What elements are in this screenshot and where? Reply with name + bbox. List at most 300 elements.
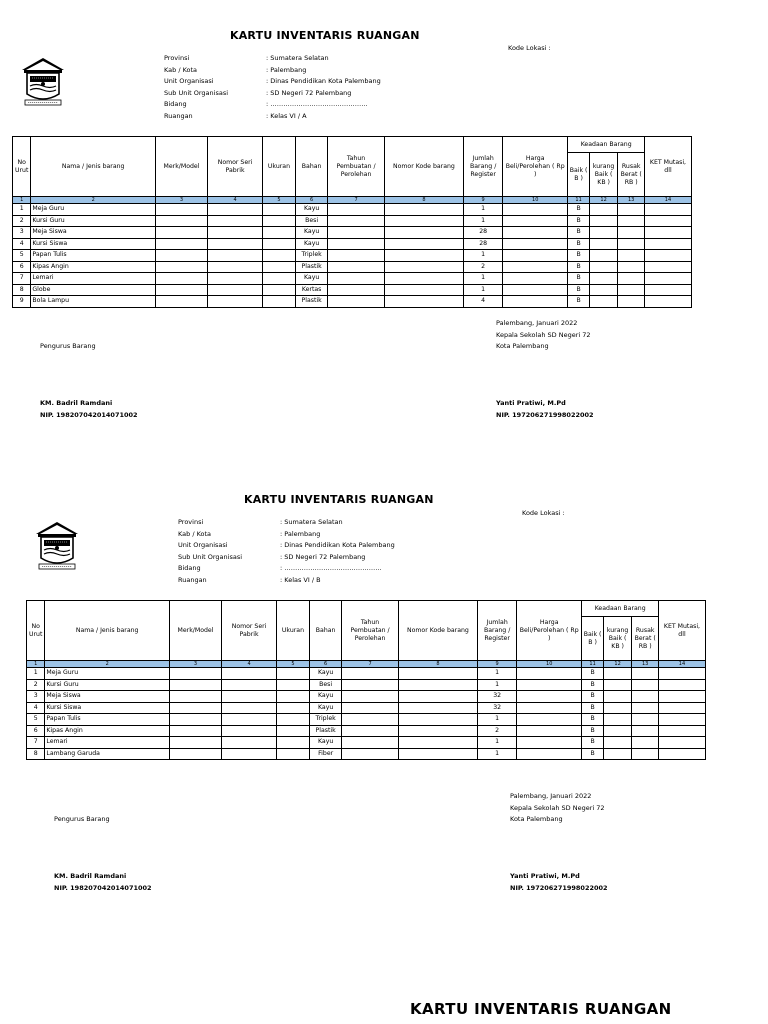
column-index: 12 (589, 197, 618, 204)
table-cell (169, 691, 221, 703)
column-index: 2 (45, 661, 170, 668)
info-label: Sub Unit Organisasi (178, 552, 243, 561)
info-value: : ……………………………………… (266, 100, 368, 109)
info-row (178, 575, 395, 587)
place-date: Palembang, Januari 2022 (496, 319, 578, 327)
column-index: 4 (222, 661, 277, 668)
table-cell (398, 691, 478, 703)
row-kondisi: B (582, 748, 603, 760)
col-tahun: Tahun Pembuatan / Perolehan (342, 601, 398, 661)
column-index: 3 (155, 197, 207, 204)
kode-lokasi-label: Kode Lokasi : (508, 44, 551, 52)
table-cell (503, 227, 568, 239)
row-kondisi: B (582, 668, 603, 680)
row-no: 4 (13, 238, 31, 250)
table-cell (263, 227, 296, 239)
column-index: 13 (632, 661, 659, 668)
table-row (27, 725, 706, 737)
row-no: 9 (13, 296, 31, 308)
table-cell (208, 215, 263, 227)
column-index: 3 (169, 661, 221, 668)
info-value: : Palembang (280, 529, 321, 538)
info-value: : Sumatera Selatan (266, 54, 329, 62)
row-nama: Globe (31, 284, 156, 296)
table-cell (517, 702, 582, 714)
table-cell (342, 714, 398, 726)
row-bahan: Kertas (295, 284, 328, 296)
row-jumlah: 1 (478, 737, 517, 749)
info-row (164, 111, 381, 123)
table-cell (618, 273, 645, 285)
table-cell (503, 273, 568, 285)
info-value: : Dinas Pendidikan Kota Palembang (266, 77, 381, 86)
table-cell (503, 238, 568, 250)
col-keadaan: Keadaan Barang (568, 137, 645, 153)
col-nama: Nama / Jenis barang (45, 601, 170, 661)
table-cell (342, 668, 398, 680)
row-nama: Meja Guru (31, 204, 156, 216)
table-cell (222, 714, 277, 726)
table-row (13, 238, 692, 250)
table-row (27, 737, 706, 749)
table-cell (398, 679, 478, 691)
info-label: Provinsi (178, 518, 204, 526)
table-cell (589, 261, 618, 273)
row-jumlah: 28 (464, 227, 503, 239)
row-kondisi: B (568, 273, 589, 285)
table-cell (208, 273, 263, 285)
table-cell (589, 227, 618, 239)
table-cell (277, 668, 310, 680)
table-cell (658, 714, 705, 726)
table-cell (384, 296, 464, 308)
row-jumlah: 32 (478, 691, 517, 703)
table-cell (644, 273, 691, 285)
row-kondisi: B (582, 702, 603, 714)
row-bahan: Plastik (295, 261, 328, 273)
table-cell (658, 748, 705, 760)
table-cell (155, 215, 207, 227)
table-cell (328, 273, 384, 285)
info-row (164, 99, 381, 111)
table-cell (603, 691, 632, 703)
info-value: : Palembang (266, 65, 307, 74)
col-ket: KET Mutasi, dll (658, 601, 705, 661)
row-kondisi: B (568, 261, 589, 273)
info-value: : Sumatera Selatan (280, 518, 343, 526)
row-kondisi: B (582, 737, 603, 749)
table-cell (342, 737, 398, 749)
column-index: 8 (384, 197, 464, 204)
info-row (164, 65, 381, 77)
table-cell (398, 668, 478, 680)
table-cell (603, 702, 632, 714)
table-cell (342, 725, 398, 737)
row-bahan: Kayu (309, 668, 342, 680)
row-nama: Bola Lampu (31, 296, 156, 308)
col-jumlah: Jumlah Barang / Register (464, 137, 503, 197)
kepala-signature (496, 398, 594, 421)
column-index: 5 (263, 197, 296, 204)
table-cell (277, 725, 310, 737)
kepala-nip: NIP. 197206271998022002 (496, 410, 594, 419)
column-index: 8 (398, 661, 478, 668)
table-cell (277, 702, 310, 714)
pengurus-name: KM. Badril Ramdani (54, 872, 127, 880)
row-jumlah: 1 (478, 748, 517, 760)
col-merk: Merk/Model (169, 601, 221, 661)
table-cell (277, 691, 310, 703)
table-cell (222, 725, 277, 737)
table-cell (169, 668, 221, 680)
row-jumlah: 4 (464, 296, 503, 308)
row-bahan: Besi (309, 679, 342, 691)
table-row (27, 691, 706, 703)
info-label: Ruangan (178, 575, 207, 584)
pengurus-signature (54, 871, 152, 894)
info-value: : SD Negeri 72 Palembang (266, 88, 352, 97)
info-row (164, 76, 381, 88)
palembang-emblem-icon (34, 520, 80, 572)
info-label: Kab / Kota (178, 529, 212, 538)
table-cell (263, 250, 296, 262)
table-cell (328, 238, 384, 250)
col-kode: Nomor Kode barang (384, 137, 464, 197)
column-index-row (27, 661, 706, 668)
info-value: : Kelas VI / B (280, 575, 321, 584)
table-row (13, 227, 692, 239)
table-row (13, 273, 692, 285)
row-kondisi: B (582, 714, 603, 726)
table-cell (222, 737, 277, 749)
column-index: 7 (342, 661, 398, 668)
table-cell (618, 204, 645, 216)
table-cell (589, 296, 618, 308)
table-row (13, 296, 692, 308)
table-cell (263, 238, 296, 250)
row-kondisi: B (568, 284, 589, 296)
column-index: 1 (27, 661, 45, 668)
info-label: Bidang (178, 564, 201, 573)
row-no: 3 (13, 227, 31, 239)
table-cell (398, 725, 478, 737)
column-index: 10 (503, 197, 568, 204)
table-cell (398, 737, 478, 749)
table-cell (517, 725, 582, 737)
table-cell (342, 748, 398, 760)
table-cell (263, 284, 296, 296)
table-cell (658, 668, 705, 680)
table-row (13, 284, 692, 296)
table-cell (603, 679, 632, 691)
info-row (164, 53, 381, 65)
row-jumlah: 1 (464, 273, 503, 285)
column-index: 5 (277, 661, 310, 668)
col-jumlah: Jumlah Barang / Register (478, 601, 517, 661)
table-cell (384, 250, 464, 262)
kepala-title: Kepala Sekolah SD Negeri 72 (496, 330, 591, 339)
table-cell (263, 261, 296, 273)
pengurus-nip: NIP. 198207042014071002 (40, 410, 138, 419)
info-value: : Kelas VI / A (266, 111, 307, 120)
table-cell (658, 702, 705, 714)
card-title: KARTU INVENTARIS RUANGAN (244, 493, 434, 506)
table-cell (222, 702, 277, 714)
col-rusak-berat: Rusak Berat ( RB ) (632, 617, 659, 661)
row-kondisi: B (568, 204, 589, 216)
col-ukuran: Ukuran (277, 601, 310, 661)
table-cell (222, 668, 277, 680)
table-cell (398, 702, 478, 714)
col-harga: Harga Beli/Perolehan ( Rp ) (503, 137, 568, 197)
table-cell (503, 215, 568, 227)
row-no: 2 (13, 215, 31, 227)
table-cell (658, 725, 705, 737)
row-no: 1 (27, 668, 45, 680)
row-no: 1 (13, 204, 31, 216)
row-jumlah: 1 (478, 714, 517, 726)
kepala-city: Kota Palembang (510, 815, 563, 823)
row-jumlah: 1 (464, 284, 503, 296)
table-cell (503, 250, 568, 262)
table-cell (398, 748, 478, 760)
row-bahan: Kayu (295, 273, 328, 285)
table-cell (169, 737, 221, 749)
row-nama: Meja Siswa (31, 227, 156, 239)
column-index: 4 (208, 197, 263, 204)
table-row (27, 679, 706, 691)
row-jumlah: 1 (478, 679, 517, 691)
info-row (178, 517, 395, 529)
table-cell (263, 296, 296, 308)
kode-lokasi-label: Kode Lokasi : (522, 509, 565, 517)
table-cell (517, 679, 582, 691)
row-nama: Kursi Siswa (45, 702, 170, 714)
location-info (164, 53, 381, 123)
kepala-nip: NIP. 197206271998022002 (510, 883, 608, 892)
info-value: : SD Negeri 72 Palembang (280, 552, 366, 561)
table-cell (632, 691, 659, 703)
table-cell (644, 238, 691, 250)
col-tahun: Tahun Pembuatan / Perolehan (328, 137, 384, 197)
table-cell (589, 204, 618, 216)
row-bahan: Kayu (309, 737, 342, 749)
table-cell (222, 679, 277, 691)
table-cell (328, 227, 384, 239)
kepala-city: Kota Palembang (496, 342, 549, 350)
row-no: 2 (27, 679, 45, 691)
table-cell (517, 714, 582, 726)
row-bahan: Kayu (295, 238, 328, 250)
column-index: 13 (618, 197, 645, 204)
col-ket: KET Mutasi, dll (644, 137, 691, 197)
table-row (27, 748, 706, 760)
column-index: 2 (31, 197, 156, 204)
table-cell (503, 204, 568, 216)
col-bahan: Bahan (309, 601, 342, 661)
row-kondisi: B (568, 250, 589, 262)
table-cell (328, 261, 384, 273)
table-cell (589, 273, 618, 285)
table-cell (517, 668, 582, 680)
col-rusak-berat: Rusak Berat ( RB ) (618, 153, 645, 197)
table-cell (644, 261, 691, 273)
table-cell (155, 204, 207, 216)
info-row (178, 529, 395, 541)
col-keadaan: Keadaan Barang (582, 601, 659, 617)
table-cell (632, 668, 659, 680)
row-kondisi: B (582, 679, 603, 691)
row-bahan: Plastik (295, 296, 328, 308)
pengurus-signature (40, 398, 138, 421)
table-cell (342, 679, 398, 691)
table-cell (658, 691, 705, 703)
table-cell (603, 714, 632, 726)
row-bahan: Plastik (309, 725, 342, 737)
table-cell (208, 204, 263, 216)
table-row (27, 702, 706, 714)
table-cell (384, 215, 464, 227)
row-kondisi: B (568, 215, 589, 227)
col-no: No Urut (13, 137, 31, 197)
info-value: : ……………………………………… (280, 564, 382, 573)
row-nama: Lemari (31, 273, 156, 285)
row-jumlah: 1 (478, 668, 517, 680)
info-label: Ruangan (164, 111, 193, 120)
col-baik: Baik ( B ) (582, 617, 603, 661)
col-harga: Harga Beli/Perolehan ( Rp ) (517, 601, 582, 661)
palembang-emblem-icon (20, 56, 66, 108)
table-cell (618, 261, 645, 273)
table-cell (503, 284, 568, 296)
row-nama: Kipas Angin (45, 725, 170, 737)
row-nama: Kursi Guru (45, 679, 170, 691)
table-cell (277, 679, 310, 691)
kepala-title: Kepala Sekolah SD Negeri 72 (510, 803, 605, 812)
table-cell (169, 714, 221, 726)
table-cell (342, 691, 398, 703)
table-cell (328, 284, 384, 296)
row-kondisi: B (568, 296, 589, 308)
info-value: : Dinas Pendidikan Kota Palembang (280, 541, 395, 550)
table-cell (384, 261, 464, 273)
third-page-title: KARTU INVENTARIS RUANGAN (410, 1000, 672, 1018)
col-kode: Nomor Kode barang (398, 601, 478, 661)
table-cell (658, 679, 705, 691)
row-no: 6 (13, 261, 31, 273)
column-index: 11 (568, 197, 589, 204)
table-row (13, 250, 692, 262)
table-cell (632, 737, 659, 749)
place-date: Palembang, Januari 2022 (510, 792, 592, 800)
table-cell (384, 284, 464, 296)
table-cell (277, 714, 310, 726)
row-bahan: Kayu (295, 204, 328, 216)
table-cell (328, 296, 384, 308)
table-cell (342, 702, 398, 714)
table-cell (589, 284, 618, 296)
row-nama: Lambang Garuda (45, 748, 170, 760)
table-cell (328, 215, 384, 227)
table-cell (155, 273, 207, 285)
row-bahan: Kayu (309, 691, 342, 703)
kepala-name: Yanti Pratiwi, M.Pd (510, 872, 580, 880)
row-jumlah: 32 (478, 702, 517, 714)
column-index: 11 (582, 661, 603, 668)
row-nama: Meja Guru (45, 668, 170, 680)
table-cell (384, 273, 464, 285)
col-seri: Nomor Seri Pabrik (208, 137, 263, 197)
info-row (178, 552, 395, 564)
info-label: Kab / Kota (164, 65, 198, 74)
table-cell (644, 204, 691, 216)
row-jumlah: 2 (464, 261, 503, 273)
row-no: 8 (27, 748, 45, 760)
table-cell (384, 227, 464, 239)
row-kondisi: B (582, 725, 603, 737)
table-cell (169, 725, 221, 737)
row-bahan: Triplek (295, 250, 328, 262)
info-label: Unit Organisasi (164, 77, 214, 86)
table-cell (328, 204, 384, 216)
table-cell (632, 714, 659, 726)
table-cell (222, 748, 277, 760)
column-index-row (13, 197, 692, 204)
location-info (178, 517, 395, 587)
pengurus-name: KM. Badril Ramdani (40, 399, 113, 407)
table-cell (618, 296, 645, 308)
pengurus-title: Pengurus Barang (40, 342, 96, 350)
table-cell (644, 284, 691, 296)
table-cell (263, 273, 296, 285)
table-cell (603, 668, 632, 680)
row-bahan: Besi (295, 215, 328, 227)
table-cell (517, 737, 582, 749)
table-cell (384, 238, 464, 250)
table-cell (618, 227, 645, 239)
row-no: 3 (27, 691, 45, 703)
table-cell (155, 261, 207, 273)
info-label: Unit Organisasi (178, 541, 228, 550)
info-row (164, 88, 381, 100)
column-index: 14 (644, 197, 691, 204)
pengurus-nip: NIP. 198207042014071002 (54, 883, 152, 892)
column-index: 9 (478, 661, 517, 668)
kepala-signature (510, 871, 608, 894)
table-cell (384, 204, 464, 216)
table-cell (644, 227, 691, 239)
table-cell (503, 261, 568, 273)
table-cell (155, 238, 207, 250)
table-cell (328, 250, 384, 262)
pengurus-title: Pengurus Barang (54, 815, 110, 823)
table-cell (618, 215, 645, 227)
column-index: 6 (309, 661, 342, 668)
column-index: 1 (13, 197, 31, 204)
row-nama: Papan Tulis (31, 250, 156, 262)
row-nama: Kursi Siswa (31, 238, 156, 250)
column-index: 12 (603, 661, 632, 668)
row-nama: Kipas Angin (31, 261, 156, 273)
table-cell (644, 250, 691, 262)
info-label: Bidang (164, 100, 187, 109)
table-cell (589, 215, 618, 227)
row-nama: Meja Siswa (45, 691, 170, 703)
table-row (13, 204, 692, 216)
table-cell (618, 238, 645, 250)
column-index: 6 (295, 197, 328, 204)
row-jumlah: 1 (464, 215, 503, 227)
